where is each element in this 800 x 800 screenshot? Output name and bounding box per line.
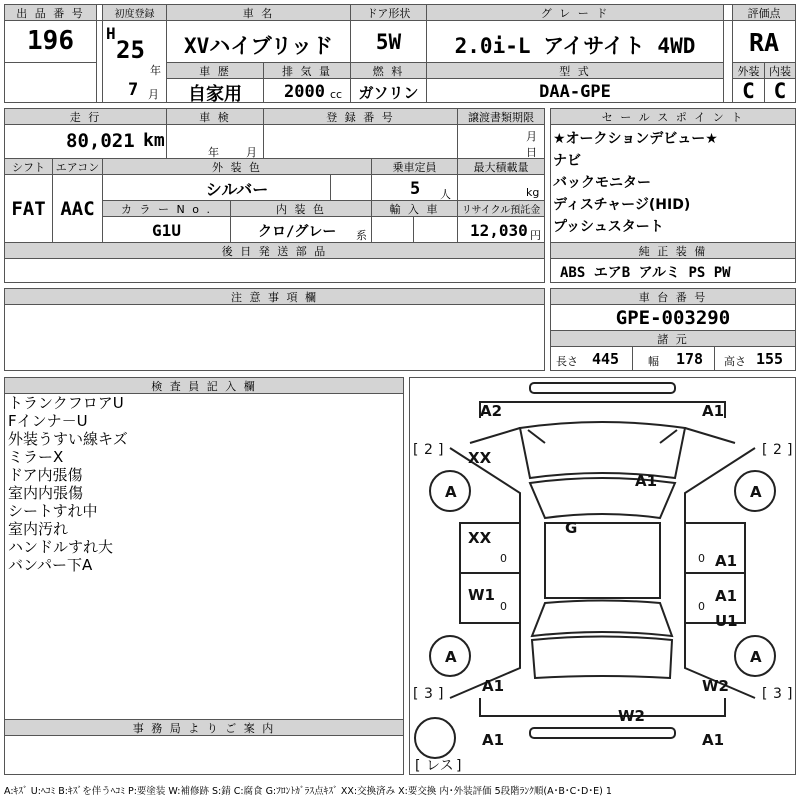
history-value: 自家用 bbox=[188, 84, 242, 105]
sales-point-header: セ ー ル ス ポ イ ン ト bbox=[551, 109, 795, 124]
sales-point-item: プッシュスタート bbox=[553, 219, 664, 235]
spare-label: レス bbox=[426, 758, 454, 774]
tire-rear-right: 3 bbox=[773, 686, 782, 702]
reg-year: 25 bbox=[116, 36, 145, 64]
svg-text:]: ] bbox=[438, 442, 444, 458]
mark-roof: G bbox=[565, 519, 578, 537]
svg-text:[: [ bbox=[413, 442, 419, 458]
door-zero-3: 0 bbox=[698, 552, 705, 565]
inspector-note: 外装うすい線キズ bbox=[8, 430, 128, 448]
fuel-header: 燃 料 bbox=[351, 63, 426, 78]
capacity-value: 5 bbox=[410, 179, 421, 199]
ext-color-value: シルバー bbox=[205, 180, 269, 199]
month-unit: 月 bbox=[148, 88, 159, 101]
model-value: DAA-GPE bbox=[539, 82, 611, 102]
car-diagram-svg bbox=[410, 378, 795, 774]
office-header: 事 務 局 よ り ご 案 内 bbox=[5, 720, 403, 735]
mark-rear-center: W2 bbox=[618, 707, 645, 725]
int-color-suffix: 系 bbox=[356, 229, 367, 242]
length-value: 445 bbox=[592, 350, 620, 368]
svg-text:]: ] bbox=[456, 758, 462, 774]
year-unit: 年 bbox=[150, 64, 161, 77]
height-label: 高さ bbox=[724, 355, 746, 368]
inspector-note: Fインナ－U bbox=[8, 412, 88, 430]
recycle-header: リサイクル預託金 bbox=[458, 201, 544, 216]
door-zero-4: 0 bbox=[698, 600, 705, 613]
inspection-month-unit: 月 bbox=[246, 146, 257, 159]
inspector-header: 検 査 員 記 入 欄 bbox=[5, 378, 403, 393]
width-label: 幅 bbox=[648, 355, 659, 368]
capacity-unit: 人 bbox=[440, 188, 451, 201]
equipment-header: 純 正 装 備 bbox=[551, 243, 795, 258]
ext-color-header: 外 装 色 bbox=[103, 159, 371, 174]
exterior-header: 外装 bbox=[733, 63, 764, 78]
inspector-note: トランクフロアU bbox=[8, 394, 124, 412]
int-color-value: クロ/グレー bbox=[258, 224, 337, 240]
mark-rear-left-quarter: A1 bbox=[482, 677, 505, 695]
dims-header: 諸 元 bbox=[551, 331, 795, 346]
svg-text:[: [ bbox=[762, 442, 768, 458]
first-reg-header: 初度登録 bbox=[103, 5, 166, 20]
notes-header: 注 意 事 項 欄 bbox=[5, 289, 544, 304]
max-load-header: 最大積載量 bbox=[458, 159, 544, 174]
interior-score: C bbox=[773, 79, 787, 103]
sales-point-item: ディスチャージ(HID) bbox=[553, 197, 691, 213]
mark-rear-right: A1 bbox=[702, 731, 725, 749]
transfer-month-unit: 月 bbox=[526, 130, 537, 143]
inspector-notes bbox=[8, 394, 398, 574]
transfer-header: 譲渡書類期限 bbox=[458, 109, 544, 124]
mark-front-left: A2 bbox=[480, 402, 503, 420]
displacement-unit: cc bbox=[330, 88, 343, 101]
interior-header: 内装 bbox=[765, 63, 795, 78]
later-parts-header: 後 日 発 送 部 品 bbox=[5, 243, 544, 258]
svg-text:]: ] bbox=[438, 686, 444, 702]
tire-front-right: 2 bbox=[773, 442, 782, 458]
mark-left-front-door: XX bbox=[468, 529, 492, 547]
mark-right-front-door: A1 bbox=[715, 552, 738, 570]
inspector-note: 室内内張傷 bbox=[8, 484, 84, 502]
mark-right-rear-door-a: A1 bbox=[715, 587, 738, 605]
color-no-value: G1U bbox=[152, 221, 181, 240]
svg-text:]: ] bbox=[787, 442, 793, 458]
width-value: 178 bbox=[676, 350, 704, 368]
mark-wheel-rl: A bbox=[445, 648, 457, 666]
chassis-header: 車 台 番 号 bbox=[551, 289, 795, 304]
height-value: 155 bbox=[756, 350, 784, 368]
displacement-value: 2000 bbox=[284, 82, 325, 102]
transfer-day-unit: 日 bbox=[526, 146, 537, 159]
mileage-value: 80,021 bbox=[66, 130, 135, 152]
legend: A:ｷｽﾞ U:ﾍｺﾐ B:ｷｽﾞを伴うﾍｺﾐ P:要塗装 W:補修跡 S:錆 C:腐食 G:ﾌﾛﾝﾄｶﾞﾗｽ点ｷｽﾞ XX:交換済み X:要交換 内･外装評価 5段階ﾗﾝｸ順(A･B･C･D･E) 1 bbox=[4, 786, 612, 797]
mark-hood-left: XX bbox=[468, 449, 492, 467]
sales-point-item: バックモニター bbox=[553, 175, 651, 191]
recycle-value: 12,030 bbox=[470, 221, 528, 240]
mark-front-right: A1 bbox=[702, 402, 725, 420]
door-header: ドア形状 bbox=[351, 5, 426, 20]
svg-text:]: ] bbox=[787, 686, 793, 702]
door-zero-1: 0 bbox=[500, 552, 507, 565]
car-name: XVハイブリッド bbox=[184, 34, 333, 58]
equipment-value: ABS エアB アルミ PS PW bbox=[560, 265, 731, 281]
score-header: 評価点 bbox=[733, 5, 795, 20]
mark-rear-left: A1 bbox=[482, 731, 505, 749]
tire-rear-left: 3 bbox=[424, 686, 433, 702]
mileage-header: 走 行 bbox=[5, 109, 166, 124]
displacement-header: 排 気 量 bbox=[264, 63, 350, 78]
mark-left-rear-door: W1 bbox=[468, 586, 495, 604]
color-no-header: カ ラ ー N o . bbox=[103, 201, 230, 216]
inspector-note: シートすれ中 bbox=[8, 502, 98, 520]
aircon-header: エアコン bbox=[53, 159, 102, 174]
mark-rear-right-quarter: W2 bbox=[702, 677, 729, 695]
exterior-score: C bbox=[742, 79, 755, 103]
grade-header: グ レ ー ド bbox=[427, 5, 723, 20]
int-color-header: 内 装 色 bbox=[231, 201, 371, 216]
mark-wheel-fl: A bbox=[445, 483, 457, 501]
grade: 2.0i-L アイサイト 4WD bbox=[454, 34, 696, 58]
door-zero-2: 0 bbox=[500, 600, 507, 613]
shift-value: FAT bbox=[11, 198, 46, 220]
svg-text:[: [ bbox=[415, 758, 421, 774]
inspection-year-unit: 年 bbox=[208, 146, 219, 159]
inspector-note: 室内汚れ bbox=[8, 520, 69, 538]
score: RA bbox=[748, 28, 780, 57]
mark-wheel-fr: A bbox=[750, 483, 762, 501]
tire-front-left: 2 bbox=[424, 442, 433, 458]
chassis-number: GPE-003290 bbox=[615, 307, 731, 329]
lot-number: 196 bbox=[27, 26, 74, 56]
mark-hood-right: A1 bbox=[635, 472, 658, 490]
car-diagram bbox=[409, 377, 796, 775]
mileage-unit: km bbox=[143, 130, 165, 151]
inspector-note: ハンドルすれ大 bbox=[8, 538, 114, 556]
reg-month: 7 bbox=[128, 80, 139, 100]
mark-right-rear-door-u: U1 bbox=[715, 612, 738, 630]
sales-point-item: ナビ bbox=[553, 153, 581, 169]
history-header: 車 歴 bbox=[167, 63, 263, 78]
load-unit: kg bbox=[526, 186, 540, 199]
mark-wheel-rr: A bbox=[750, 648, 762, 666]
door-type: 5W bbox=[375, 30, 402, 54]
sales-point-item: ★オークションデビュー★ bbox=[553, 131, 718, 147]
svg-text:[: [ bbox=[413, 686, 419, 702]
model-header: 型 式 bbox=[427, 63, 723, 78]
capacity-header: 乗車定員 bbox=[372, 159, 457, 174]
import-header: 輸 入 車 bbox=[372, 201, 457, 216]
aircon-value: AAC bbox=[60, 198, 95, 220]
inspector-note: ミラーX bbox=[8, 448, 64, 466]
length-label: 長さ bbox=[556, 355, 578, 368]
inspector-note: ドア内張傷 bbox=[8, 466, 83, 484]
sales-point-list bbox=[553, 128, 793, 238]
car-name-header: 車 名 bbox=[167, 5, 350, 20]
svg-text:[: [ bbox=[762, 686, 768, 702]
lot-no-header: 出 品 番 号 bbox=[5, 5, 96, 20]
era-mark: H bbox=[106, 24, 116, 43]
reg-no-header: 登 録 番 号 bbox=[264, 109, 457, 124]
inspection-header: 車 検 bbox=[167, 109, 263, 124]
shift-header: シフト bbox=[5, 159, 52, 174]
inspector-note: バンパー下A bbox=[8, 556, 93, 574]
fuel-value: ガソリン bbox=[358, 84, 419, 102]
recycle-unit: 円 bbox=[530, 229, 541, 242]
